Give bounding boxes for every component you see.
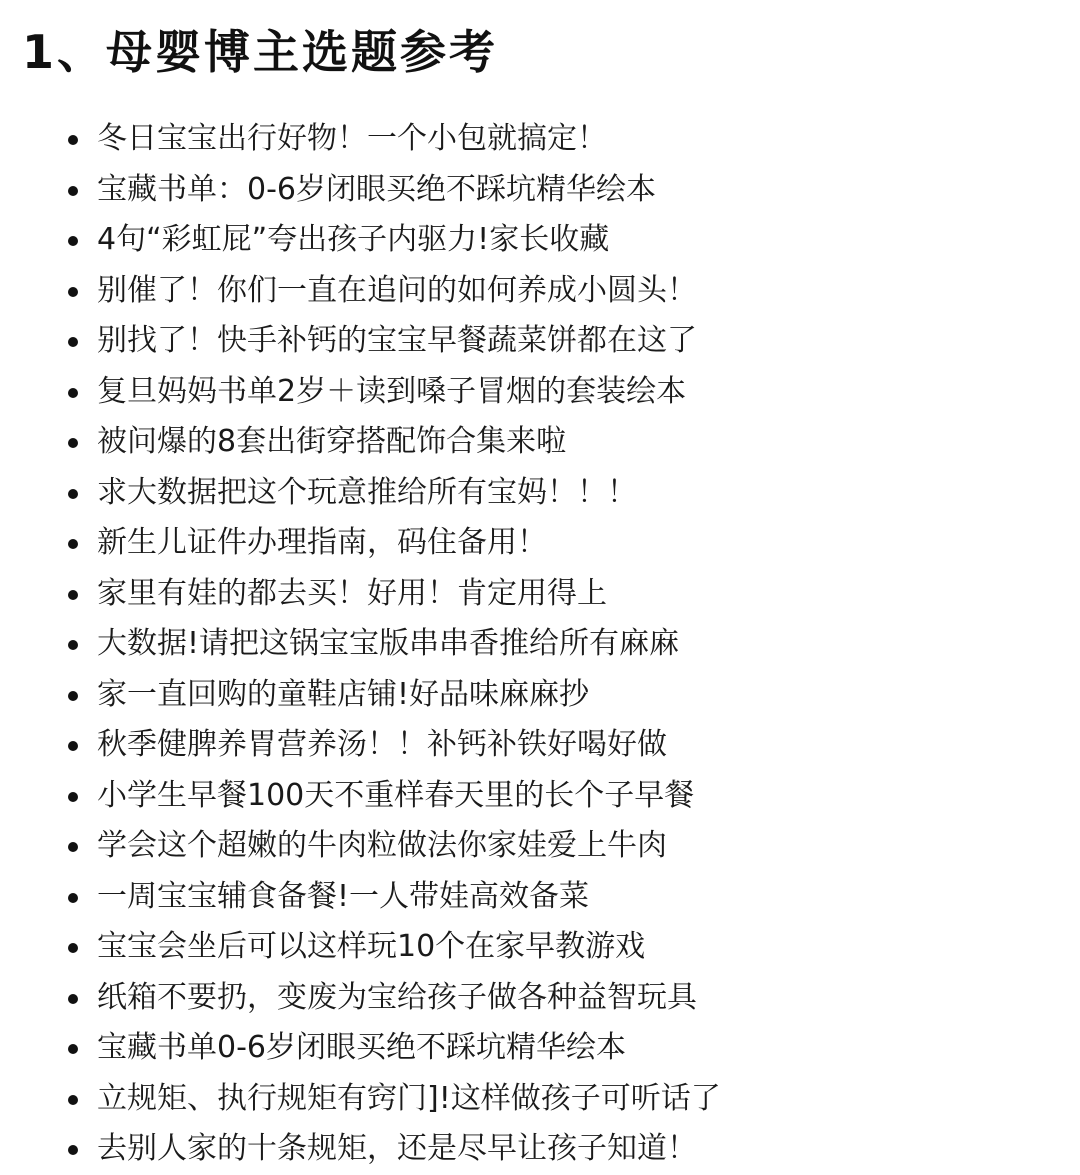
topic-text: 复旦妈妈书单2岁＋读到嗓子冒烟的套装绘本: [97, 373, 687, 409]
bullet-icon: [68, 388, 78, 398]
topic-text: 新生儿证件办理指南，码住备用！: [97, 525, 547, 560]
bullet-icon: [68, 1044, 78, 1054]
bullet-icon: [68, 186, 78, 196]
list-item: [0, 1124, 721, 1175]
topic-text: 秋季健脾养胃营养汤！！补钙补铁好喝好做: [97, 727, 667, 762]
bullet-icon: [68, 842, 78, 852]
list-item: [0, 114, 721, 165]
list-item: [0, 720, 721, 771]
list-item: [0, 619, 721, 670]
bullet-icon: [68, 135, 78, 145]
bullet-icon: [68, 741, 78, 751]
list-item: [0, 468, 721, 519]
list-item: [0, 417, 721, 468]
page-title: 1、母婴博主选题参考: [22, 25, 499, 79]
topic-text: 被问爆的8套出街穿搭配饰合集来啦: [97, 424, 567, 459]
topic-text: 求大数据把这个玩意推给所有宝妈！！！: [97, 474, 637, 510]
topic-text: 学会这个超嫩的牛肉粒做法你家娃爱上牛肉: [97, 828, 667, 863]
bullet-icon: [68, 943, 78, 953]
topic-text: 家里有娃的都去买！好用！肯定用得上: [97, 575, 607, 611]
list-item: [0, 872, 721, 923]
list-item: [0, 670, 721, 721]
bullet-icon: [68, 1095, 78, 1105]
bullet-icon: [68, 539, 78, 549]
list-item: [0, 266, 721, 317]
topic-text: 别找了！快手补钙的宝宝早餐蔬菜饼都在这了: [97, 323, 697, 358]
list-item: [0, 316, 721, 367]
topic-text: 家一直回购的童鞋店铺!好品味麻麻抄: [97, 676, 590, 712]
bullet-icon: [68, 287, 78, 297]
topic-text: 宝藏书单0-6岁闭眼买绝不踩坑精华绘本: [97, 1030, 626, 1065]
topic-text: 纸箱不要扔，变废为宝给孩子做各种益智玩具: [97, 979, 697, 1015]
list-item: [0, 165, 721, 216]
bullet-icon: [68, 994, 78, 1004]
topic-text: 冬日宝宝出行好物！一个小包就搞定！: [97, 121, 607, 156]
bullet-icon: [68, 236, 78, 246]
bullet-icon: [68, 691, 78, 701]
bullet-icon: [68, 640, 78, 650]
bullet-icon: [68, 792, 78, 802]
list-item: [0, 821, 721, 872]
list-item: [0, 922, 721, 973]
bullet-icon: [68, 893, 78, 903]
bullet-icon: [68, 1145, 78, 1155]
topic-text: 立规矩、执行规矩有窍门]!这样做孩子可听话了: [97, 1080, 721, 1116]
list-item: [0, 367, 721, 418]
topic-text: 小学生早餐100天不重样春天里的长个子早餐: [97, 777, 695, 813]
topic-text: 宝宝会坐后可以这样玩10个在家早教游戏: [97, 929, 646, 964]
topic-text: 大数据!请把这锅宝宝版串串香推给所有麻麻: [97, 626, 680, 661]
bullet-icon: [68, 337, 78, 347]
topic-text: 一周宝宝辅食备餐!一人带娃高效备菜: [97, 878, 590, 914]
topic-text: 宝藏书单：0-6岁闭眼买绝不踩坑精华绘本: [97, 171, 656, 207]
list-item: [0, 973, 721, 1024]
list-item: [0, 1074, 721, 1125]
bullet-icon: [68, 489, 78, 499]
list-item: [0, 771, 721, 822]
topic-text: 4句“彩虹屁”夸出孩子内驱力!家长收藏: [97, 222, 610, 257]
topic-text: 别催了！你们一直在追问的如何养成小圆头！: [97, 272, 697, 308]
topic-text: 去别人家的十条规矩，还是尽早让孩子知道！: [97, 1131, 697, 1166]
list-item: [0, 518, 721, 569]
list-item: [0, 215, 721, 266]
topic-list: [0, 114, 721, 1175]
list-item: [0, 1023, 721, 1074]
bullet-icon: [68, 438, 78, 448]
bullet-icon: [68, 590, 78, 600]
list-item: [0, 569, 721, 620]
